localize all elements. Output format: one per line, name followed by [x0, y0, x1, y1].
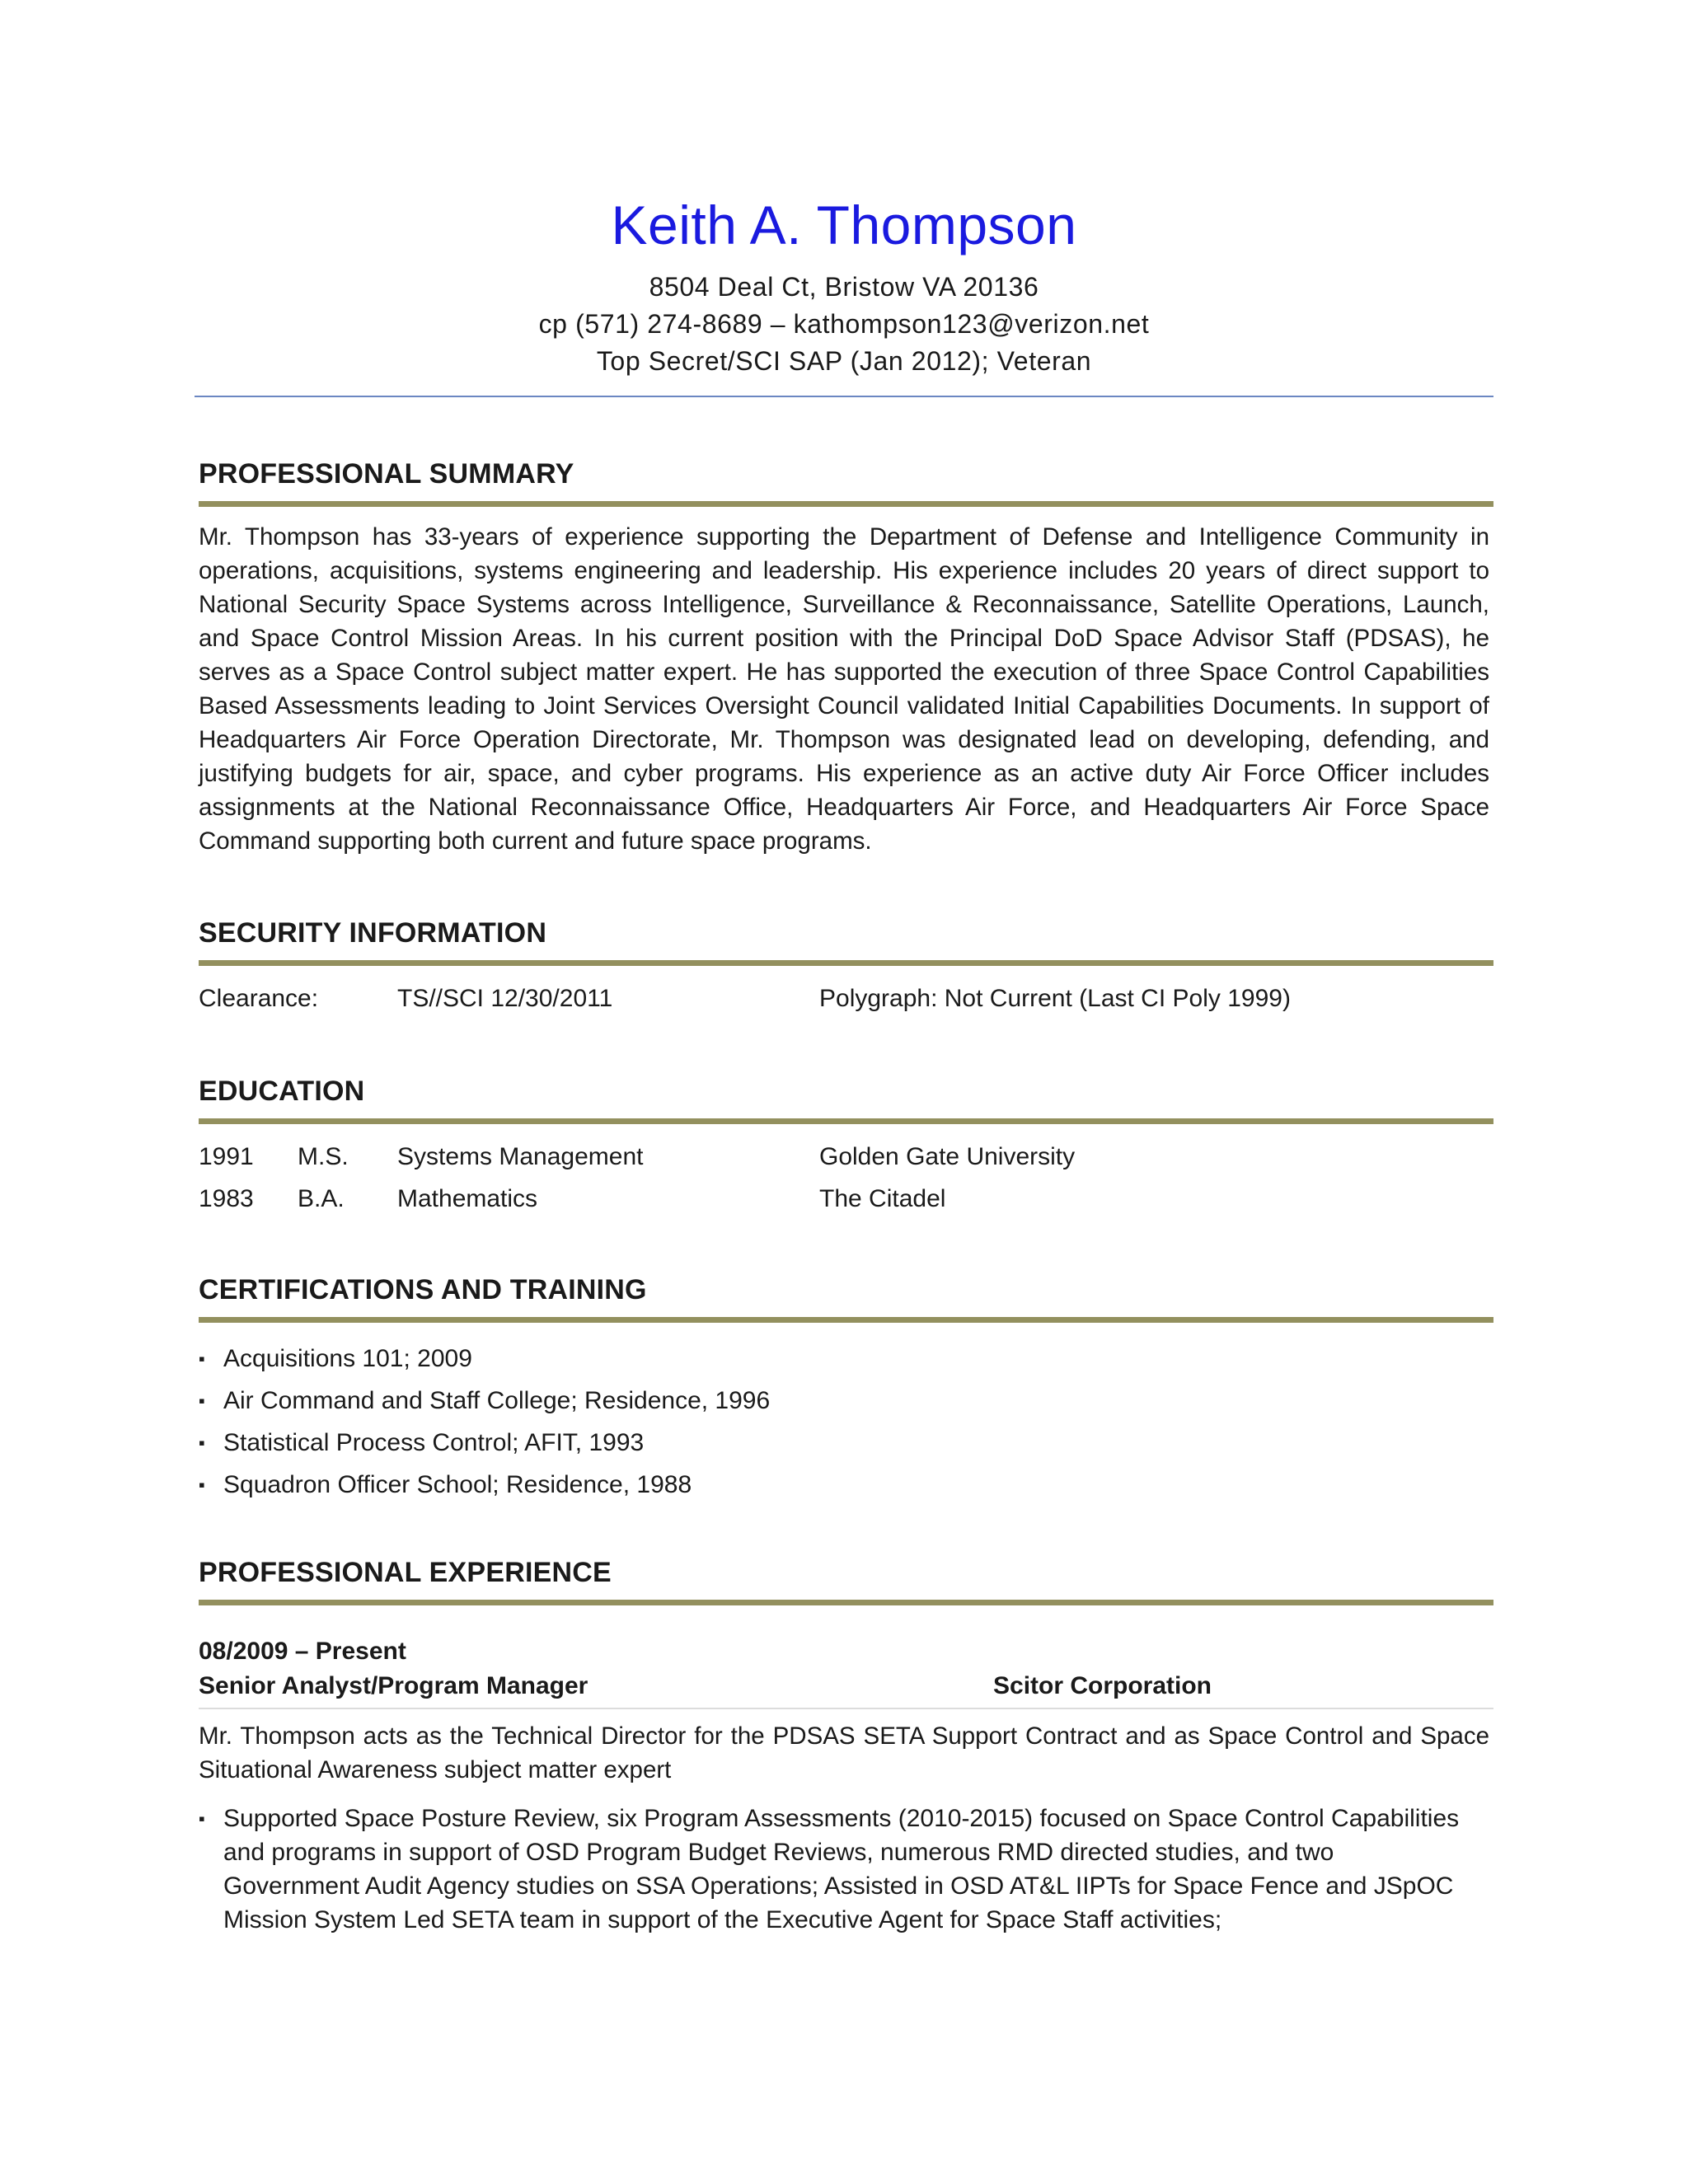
job-role: Senior Analyst/Program Manager [199, 1672, 588, 1699]
certifications-list [199, 1338, 1489, 1506]
job-company: Scitor Corporation [993, 1672, 1212, 1699]
address-line: 8504 Deal Ct, Bristow VA 20136 [649, 272, 1039, 302]
education-degree: M.S. [298, 1143, 349, 1170]
job-divider [199, 1708, 1493, 1709]
bullet-icon: ▪ [199, 1432, 205, 1453]
experience-section [199, 1556, 1493, 1952]
list-item [199, 1422, 1489, 1464]
security-heading: SECURITY INFORMATION [199, 917, 547, 949]
clearance-line: Top Secret/SCI SAP (Jan 2012); Veteran [596, 346, 1092, 376]
education-year: 1991 [199, 1143, 254, 1170]
certification-text: Squadron Officer School; Residence, 1988 [223, 1471, 692, 1498]
bullet-icon: ▪ [199, 1474, 205, 1495]
list-item [199, 1464, 1489, 1506]
education-field: Systems Management [397, 1143, 644, 1170]
certification-text: Air Command and Staff College; Residence, 1996 [223, 1387, 771, 1414]
certification-text: Acquisitions 101; 2009 [223, 1345, 472, 1372]
bullet-icon: ▪ [199, 1390, 205, 1411]
candidate-name: Keith A. Thompson [611, 194, 1077, 255]
certifications-section [199, 1273, 1493, 1504]
job-bullets [199, 1802, 1489, 1937]
bullet-icon: ▪ [199, 1808, 205, 1829]
header-divider [195, 396, 1493, 397]
list-item [199, 1380, 1489, 1422]
education-heading: EDUCATION [199, 1076, 365, 1107]
education-rule [199, 1118, 1493, 1124]
certifications-rule [199, 1317, 1493, 1323]
summary-rule [199, 501, 1493, 507]
job-description: Mr. Thompson acts as the Technical Director for the PDSAS SETA Support Contract and as Space Control and Space Situational Awareness subject matter expert [199, 1722, 1489, 1783]
list-item [199, 1338, 1489, 1380]
contact-line: cp (571) 274-8689 – kathompson123@verizon.net [538, 309, 1150, 339]
security-section [199, 916, 1493, 1024]
summary-section [199, 457, 1493, 869]
list-item [199, 1802, 1489, 1937]
security-rule [199, 960, 1493, 966]
education-school: Golden Gate University [819, 1143, 1076, 1170]
clearance-value: TS//SCI 12/30/2011 [397, 985, 613, 1012]
summary-text: Mr. Thompson has 33-years of experience supporting the Department of Defense and Intelligence Community in operations, acquisitions, systems engineering and leadership. His experience includes 20 years of direct support to National Security Space Systems across Intelligence, Surveillance & Reconnaissance, Satellite Operations, Launch, and Space Control Mission Areas. In his current position with the Principal DoD Space Advisor Staff (PDSAS), he serves as a Space Control subject matter expert. He has supported the execution of three Space Control Capabilities Based Assessments leading to Joint Services Oversight Council validated Initial Capabilities Documents. In support of Headquarters Air Force Operation Directorate, Mr. Thompson was designated lead on developing, defending, and justifying budgets for air, space, and cyber programs. His experience as an active duty Air Force Officer includes assignments at the National Reconnaissance Office, Headquarters Air Force, and Headquarters Air Force Space Command supporting both current and future space programs. [199, 523, 1489, 855]
job-dates: 08/2009 – Present [199, 1638, 406, 1665]
clearance-label: Clearance: [199, 985, 319, 1012]
education-year: 1983 [199, 1185, 254, 1212]
summary-heading: PROFESSIONAL SUMMARY [199, 458, 574, 490]
education-section [199, 1075, 1493, 1223]
certifications-heading: CERTIFICATIONS AND TRAINING [199, 1274, 647, 1305]
polygraph-status: Polygraph: Not Current (Last CI Poly 1999) [819, 985, 1291, 1012]
resume-header [195, 194, 1493, 380]
bullet-icon: ▪ [199, 1348, 205, 1369]
education-school: The Citadel [819, 1185, 946, 1212]
experience-rule [199, 1600, 1493, 1605]
experience-heading: PROFESSIONAL EXPERIENCE [199, 1557, 612, 1588]
education-field: Mathematics [397, 1185, 538, 1212]
certification-text: Statistical Process Control; AFIT, 1993 [223, 1429, 645, 1456]
education-degree: B.A. [298, 1185, 345, 1212]
job-bullet-text: Supported Space Posture Review, six Program Assessments (2010-2015) focused on Space Control Capabilities and programs in support of OSD Program Budget Reviews, numerous RMD directed studies, and two Government Audit Agency studies on SSA Operations; Assisted in OSD AT&L IIPTs for Space Fence and JSpOC Mission System Led SETA team in support of the Executive Agent for Space Staff activities; [223, 1805, 1460, 1933]
